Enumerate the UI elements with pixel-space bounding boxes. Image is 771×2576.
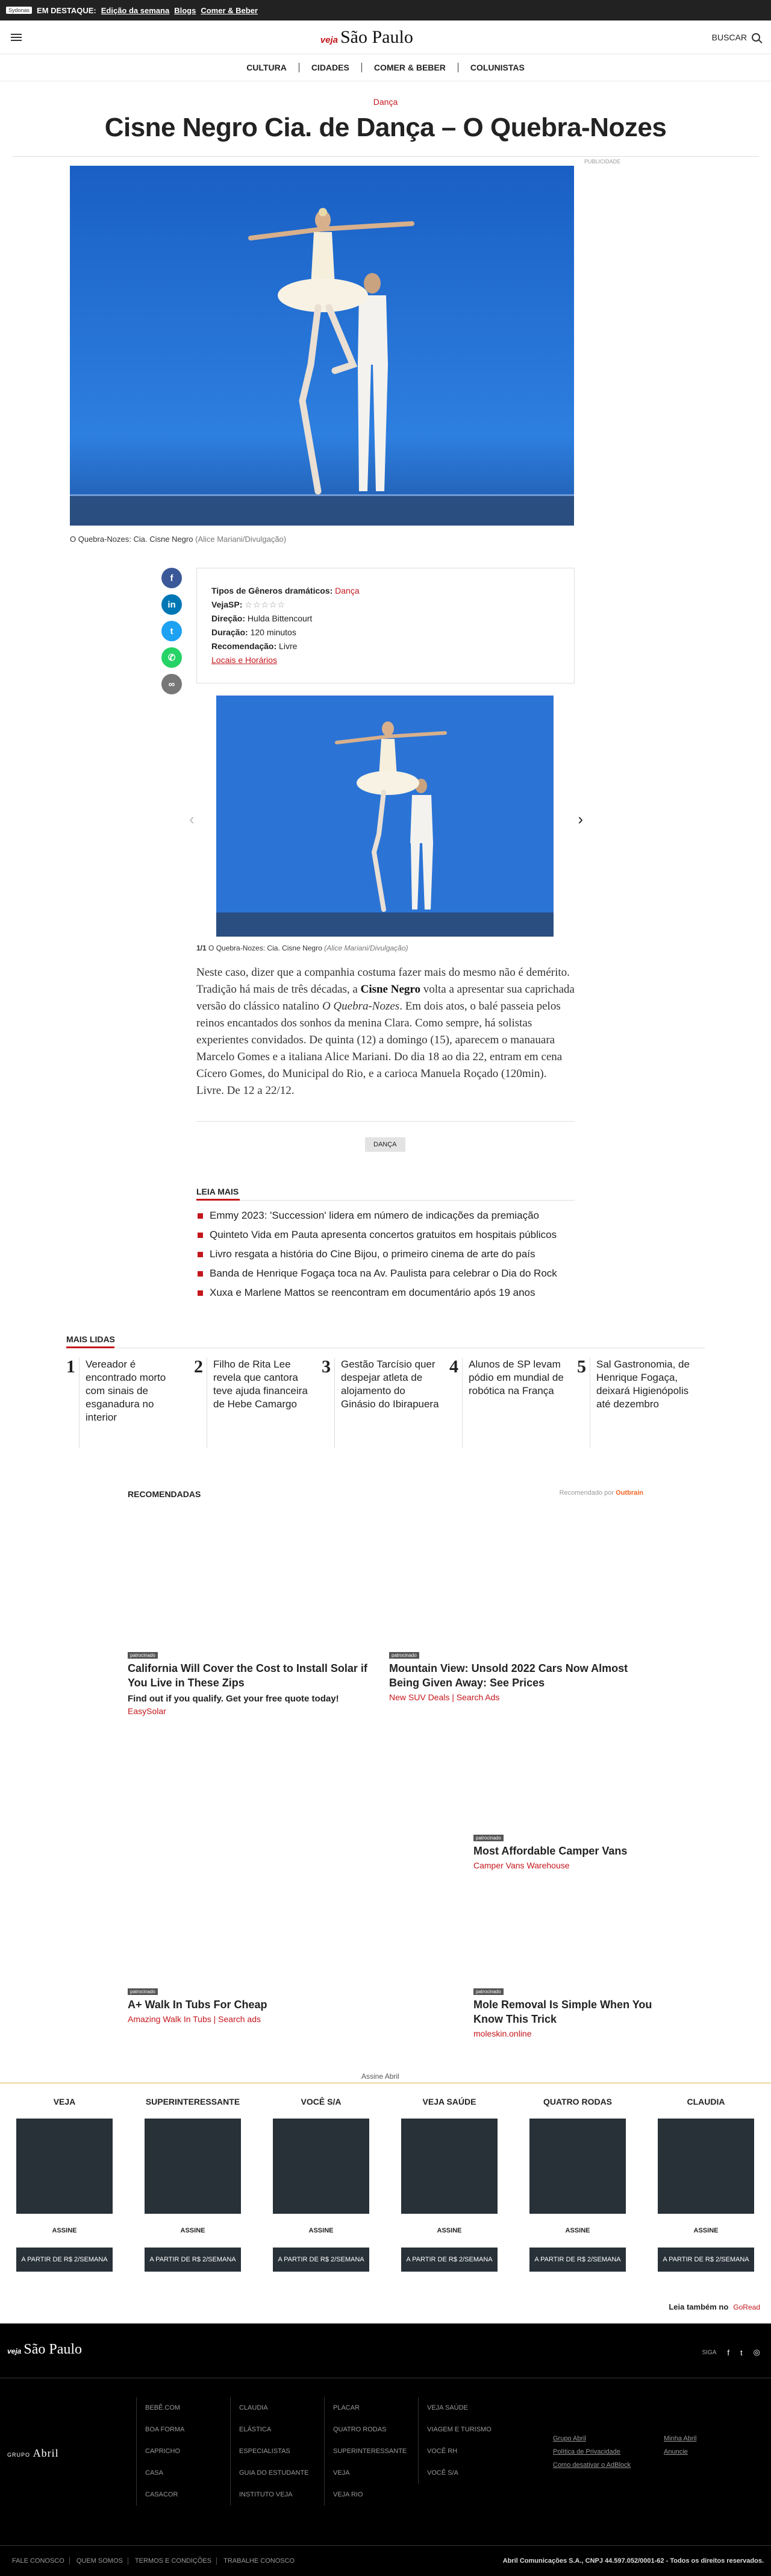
hero-image: [70, 166, 574, 526]
rating-stars-icon: ☆☆☆☆☆: [245, 600, 286, 609]
assine-abril-image[interactable]: Assine Abril: [361, 2072, 399, 2081]
menu-icon[interactable]: [11, 34, 22, 41]
mais-lidas-item[interactable]: 4 Alunos de SP levam pódio em mundial de robótica na França: [449, 1358, 577, 1448]
article-body: [0, 568, 771, 1499]
magazine-cover: [273, 2119, 369, 2214]
site-footer: [0, 2323, 771, 2576]
footer-link[interactable]: PLACAR: [324, 2397, 407, 2419]
footer-link[interactable]: VEJA RIO: [324, 2484, 407, 2505]
footer-col: [553, 2432, 631, 2472]
footer-col: [230, 2397, 309, 2505]
search-button[interactable]: [712, 33, 760, 42]
gallery-next-icon[interactable]: ›: [578, 810, 583, 828]
info-recomendacao: Recomendação: Livre: [211, 641, 298, 651]
footer-link[interactable]: VOCÊ S/A: [418, 2462, 492, 2484]
mais-lidas-item[interactable]: 1 Vereador é encontrado morto com sinais de esganadura no interior: [66, 1358, 194, 1448]
info-box: [196, 568, 575, 683]
site-header: [0, 20, 771, 54]
mais-lidas-item[interactable]: 3 Gestão Tarcísio quer despejar atleta de alojamento do Ginásio do Ibirapuera: [322, 1358, 449, 1448]
footer-col: [664, 2432, 696, 2458]
recomendadas: [128, 1489, 643, 1499]
search-label: BUSCAR: [711, 32, 747, 42]
footer-col: [324, 2397, 407, 2505]
linkedin-icon[interactable]: in: [161, 594, 182, 615]
leia-mais: [196, 1187, 575, 1299]
leia-tambem: Leia também no GoRead: [669, 2302, 760, 2311]
brand-card[interactable]: CLAUDIA ASSINE A PARTIR DE R$ 2/SEMANA: [658, 2084, 754, 2272]
footer-col: [136, 2397, 184, 2505]
footer-link[interactable]: VEJA SAÚDE: [418, 2397, 492, 2419]
footer-link[interactable]: ESPECIALISTAS: [230, 2440, 309, 2462]
mais-lidas-item[interactable]: 5 Sal Gastronomia, de Henrique Fogaça, deixará Higienópolis até dezembro: [577, 1358, 705, 1448]
brand-card[interactable]: VEJA SAÚDE ASSINE A PARTIR DE R$ 2/SEMANA: [401, 2084, 498, 2272]
twitter-icon[interactable]: t: [740, 2348, 743, 2357]
footer-link[interactable]: Política de Privacidade: [553, 2448, 620, 2455]
footer-link[interactable]: CLAUDIA: [230, 2397, 309, 2419]
grupo-abril-logo[interactable]: GRUPO Abril: [7, 2447, 59, 2459]
goread-link[interactable]: GoRead: [733, 2302, 760, 2311]
image-gallery: [184, 696, 588, 937]
magazine-cover: [16, 2119, 113, 2214]
top-bar: [0, 0, 771, 20]
footer-link[interactable]: CASA: [136, 2462, 184, 2484]
sponsored-ad[interactable]: patrocinado Mountain View: Unsold 2022 Cars Now Almost Being Given Away: See Prices New SUV Deals | Search Ads: [389, 1653, 628, 1702]
footer-link[interactable]: BEBÊ.COM: [136, 2397, 184, 2419]
brand-card[interactable]: VOCÊ S/A ASSINE A PARTIR DE R$ 2/SEMANA: [273, 2084, 369, 2272]
footer-link[interactable]: Minha Abril: [664, 2435, 697, 2442]
publicidade-label: PUBLICIDADE: [584, 159, 620, 165]
leia-mais-item[interactable]: Emmy 2023: 'Succession' lidera em número de indicações da premiação: [196, 1209, 575, 1222]
logo-veja: veja: [320, 34, 338, 45]
mais-lidas: [66, 1334, 705, 1448]
outbrain-link[interactable]: Recomendado por Outbrain: [559, 1489, 643, 1497]
search-icon: [752, 33, 760, 42]
footer-link[interactable]: SUPERINTERESSANTE: [324, 2440, 407, 2462]
magazine-cover: [658, 2119, 754, 2214]
footer-col: [418, 2397, 492, 2484]
hero-caption-text: O Quebra-Nozes: Cia. Cisne Negro: [70, 535, 193, 544]
magazine-cover: [529, 2119, 626, 2214]
mais-lidas-item[interactable]: 2 Filho de Rita Lee revela que cantora teve ajuda financeira de Hebe Camargo: [194, 1358, 322, 1448]
gallery-prev-icon[interactable]: ‹: [189, 810, 195, 828]
magazine-cover: [145, 2119, 241, 2214]
brand-card[interactable]: SUPERINTERESSANTE ASSINE A PARTIR DE R$ 2/SEMANA: [145, 2084, 241, 2272]
footer-link[interactable]: QUATRO RODAS: [324, 2419, 407, 2440]
sponsored-ad[interactable]: patrocinado Most Affordable Camper Vans Camper Vans Warehouse: [473, 1835, 628, 1870]
footer-link[interactable]: INSTITUTO VEJA: [230, 2484, 309, 2505]
leia-mais-item[interactable]: Xuxa e Marlene Mattos se reencontram em documentário após 19 anos: [196, 1286, 575, 1299]
subscribe-button[interactable]: A PARTIR DE R$ 2/SEMANA: [401, 2248, 498, 2272]
footer-link[interactable]: ELÁSTICA: [230, 2419, 309, 2440]
subscription-brands: [0, 2082, 771, 2263]
footer-link[interactable]: Como desativar o AdBlock: [553, 2461, 631, 2469]
twitter-icon[interactable]: t: [161, 621, 182, 641]
instagram-icon[interactable]: ◎: [753, 2348, 760, 2357]
brand-card[interactable]: QUATRO RODAS ASSINE A PARTIR DE R$ 2/SEMANA: [529, 2084, 626, 2272]
nav-colunistas[interactable]: COLUNISTAS: [470, 63, 525, 72]
share-bar: [161, 568, 182, 694]
nav-cidades[interactable]: CIDADES: [299, 63, 362, 72]
nav-comer-beber[interactable]: COMER & BEBER: [362, 63, 458, 72]
topbar-link-comer[interactable]: Comer & Beber: [201, 5, 258, 15]
footer-bottom-link[interactable]: TERMOS E CONDIÇÕES: [130, 2557, 217, 2565]
hero-caption-credit: (Alice Mariani/Divulgação): [195, 535, 287, 544]
article-category[interactable]: Dança: [373, 97, 398, 107]
footer-link[interactable]: VIAGEM E TURISMO: [418, 2419, 492, 2440]
magazine-cover: [401, 2119, 498, 2214]
info-tipos-value[interactable]: Dança: [335, 586, 360, 595]
highlight-label: EM DESTAQUE:: [37, 5, 96, 15]
leia-mais-item[interactable]: Quinteto Vida em Pauta apresenta concertos gratuitos em hospitais públicos: [196, 1228, 575, 1242]
footer-link[interactable]: VEJA: [324, 2462, 407, 2484]
gallery-counter: 1/1: [196, 944, 207, 952]
subscribe-button[interactable]: A PARTIR DE R$ 2/SEMANA: [658, 2248, 754, 2272]
topbar-link-edicao[interactable]: Edição da semana: [101, 5, 170, 15]
locais-horarios-link[interactable]: Locais e Horários: [211, 655, 277, 665]
whatsapp-icon[interactable]: ✆: [161, 647, 182, 668]
info-duracao: Duração: 120 minutos: [211, 627, 296, 637]
mais-lidas-heading: MAIS LIDAS: [66, 1334, 705, 1348]
nav-cultura[interactable]: CULTURA: [234, 63, 299, 72]
copyright: Abril Comunicações S.A., CNPJ 44.597.052/0001-62 - Todos os direitos reservados.: [502, 2557, 764, 2565]
footer-link[interactable]: Anuncie: [664, 2448, 688, 2455]
facebook-icon[interactable]: f: [161, 568, 182, 588]
footer-bottom: [0, 2545, 771, 2576]
footer-social: SIGA f t ◎: [702, 2348, 760, 2357]
footer-link[interactable]: BOA FORMA: [136, 2419, 184, 2440]
leia-mais-heading: LEIA MAIS: [196, 1187, 575, 1201]
sponsored-ad[interactable]: patrocinado Mole Removal Is Simple When You Know This Trick moleskin.online: [473, 1989, 652, 2038]
subscribe-button[interactable]: A PARTIR DE R$ 2/SEMANA: [16, 2248, 113, 2272]
article-text: Neste caso, dizer que a companhia costuma fazer mais do mesmo não é demérito. Tradição há mais de três décadas, a Cisne Negro volta a apresentar sua caprichada versão do clássico natalino O Quebra-Nozes. Em dois atos, o balé passeia pelos reinos encantados dos sonhos da menina Clara. Como sempre, há solistas experientes convidados. De quinta (12) a domingo (15), aparecem o manauara Marcelo Gomes e a italiana Alice Mariani. Do dia 18 ao dia 22, entram em cena Cícero Gomes, do Municipal do Rio, e a carioca Manuela Roçado (120min). Livre. De 12 a 22/12.: [196, 966, 575, 1097]
article-separator: [196, 1121, 575, 1122]
badge: Sydonas: [6, 7, 32, 14]
footer-link[interactable]: CAPRICHO: [136, 2440, 184, 2462]
hero-caption: [70, 535, 771, 544]
logo-sao-paulo: São Paulo: [340, 27, 413, 47]
subscribe-button[interactable]: A PARTIR DE R$ 2/SEMANA: [529, 2248, 626, 2272]
gallery-image: [216, 696, 554, 937]
subscribe-button[interactable]: A PARTIR DE R$ 2/SEMANA: [273, 2248, 369, 2272]
page-title: Cisne Negro Cia. de Dança – O Quebra-Nozes: [104, 113, 667, 142]
sponsored-ad[interactable]: patrocinado A+ Walk In Tubs For Cheap Amazing Walk In Tubs | Search ads: [128, 1989, 267, 2024]
gallery-caption: 1/1 O Quebra-Nozes: Cia. Cisne Negro (Alice Mariani/Divulgação): [196, 944, 408, 952]
site-logo[interactable]: [320, 27, 413, 48]
footer-bottom-link[interactable]: QUEM SOMOS: [72, 2557, 128, 2565]
footer-link[interactable]: VOCÊ RH: [418, 2440, 492, 2462]
footer-bottom-link[interactable]: TRABALHE CONOSCO: [223, 2557, 295, 2565]
footer-link[interactable]: CASACOR: [136, 2484, 184, 2505]
footer-link[interactable]: Grupo Abril: [553, 2435, 587, 2442]
footer-bottom-link[interactable]: FALE CONOSCO: [7, 2557, 70, 2565]
info-tipos: Tipos de Gêneros dramáticos: Dança: [211, 586, 360, 595]
subscribe-button[interactable]: A PARTIR DE R$ 2/SEMANA: [145, 2248, 241, 2272]
topbar-link-blogs[interactable]: Blogs: [174, 5, 196, 15]
facebook-icon[interactable]: f: [727, 2348, 730, 2357]
sponsored-ad[interactable]: patrocinado California Will Cover the Cost to Install Solar if You Live in These Zips Find out if you qualify. Get your free quote today! EasySolar: [128, 1653, 367, 1716]
info-direcao: Direção: Hulda Bittencourt: [211, 614, 313, 623]
recomendadas-heading: RECOMENDADAS: [128, 1489, 201, 1499]
tag-danca[interactable]: DANÇA: [365, 1137, 405, 1152]
link-icon[interactable]: ∞: [161, 674, 182, 694]
publicidade-divider: [12, 156, 759, 166]
footer-link[interactable]: GUIA DO ESTUDANTE: [230, 2462, 309, 2484]
main-nav: [0, 54, 771, 81]
footer-logo[interactable]: veja São Paulo: [7, 2342, 83, 2357]
leia-mais-item[interactable]: Livro resgata a história do Cine Bijou, o primeiro cinema de arte do país: [196, 1248, 575, 1261]
brand-card[interactable]: VEJA ASSINE A PARTIR DE R$ 2/SEMANA: [16, 2084, 113, 2272]
info-rating: VejaSP: ☆☆☆☆☆: [211, 600, 286, 609]
leia-mais-item[interactable]: Banda de Henrique Fogaça toca na Av. Paulista para celebrar o Dia do Rock: [196, 1267, 575, 1280]
